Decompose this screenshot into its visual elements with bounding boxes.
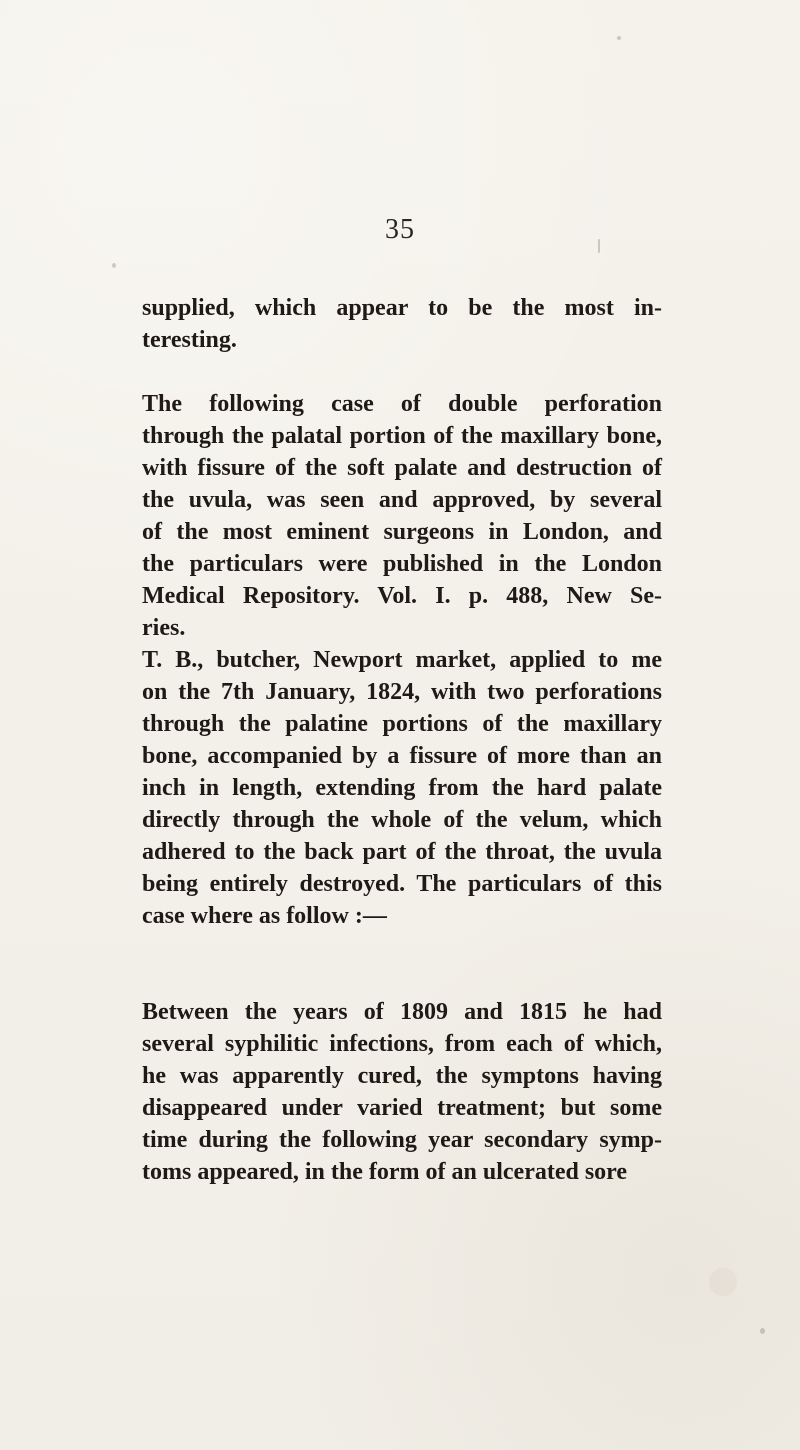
text-line: The following case of double perforation [142,391,662,417]
text-line: Between the years of 1809 and 1815 he had [142,999,662,1025]
text-line: directly through the whole of the velum, which [142,807,662,833]
paragraph-history [142,996,662,1188]
text-line: through the palatine portions of the maxillary [142,711,662,737]
text-line: supplied, which appear to be the most in- [142,295,662,321]
text-line: the uvula, was seen and approved, by several [142,487,662,513]
text-line: he was apparently cured, the symptons having [142,1063,662,1089]
text-line: being entirely destroyed. The particulars of this [142,871,662,897]
text-line: toms appeared, in the form of an ulcerated sore [142,1159,628,1185]
text-line: T. B., butcher, Newport market, applied to me [142,647,662,673]
text-line: adhered to the back part of the throat, the uvula [142,839,662,865]
paper-speck [709,1268,737,1296]
text-line: through the palatal portion of the maxillary bone, [142,423,662,449]
paragraph-patient-details [142,644,662,932]
paper-speck [617,36,621,40]
text-line: inch in length, extending from the hard palate [142,775,662,801]
text-line: ries. [142,615,186,641]
paper-speck [112,263,116,268]
text-line: time during the following year secondary symp- [142,1127,662,1153]
text-line: case where as follow :— [142,903,387,929]
paragraph-intro [142,292,662,356]
text-line: on the 7th January, 1824, with two perforations [142,679,662,705]
paragraph-case-summary [142,388,662,644]
paper-speck [760,1328,765,1334]
text-line: Medical Repository. Vol. I. p. 488, New Se- [142,583,662,609]
text-line: teresting. [142,327,237,353]
text-line: the particulars were published in the London [142,551,662,577]
text-line: disappeared under varied treatment; but some [142,1095,662,1121]
page-number: 35 [385,214,415,245]
text-line: of the most eminent surgeons in London, and [142,519,662,545]
text-line: with fissure of the soft palate and destruction of [142,455,662,481]
text-line: bone, accompanied by a fissure of more than an [142,743,662,769]
text-line: several syphilitic infections, from each of which, [142,1031,662,1057]
